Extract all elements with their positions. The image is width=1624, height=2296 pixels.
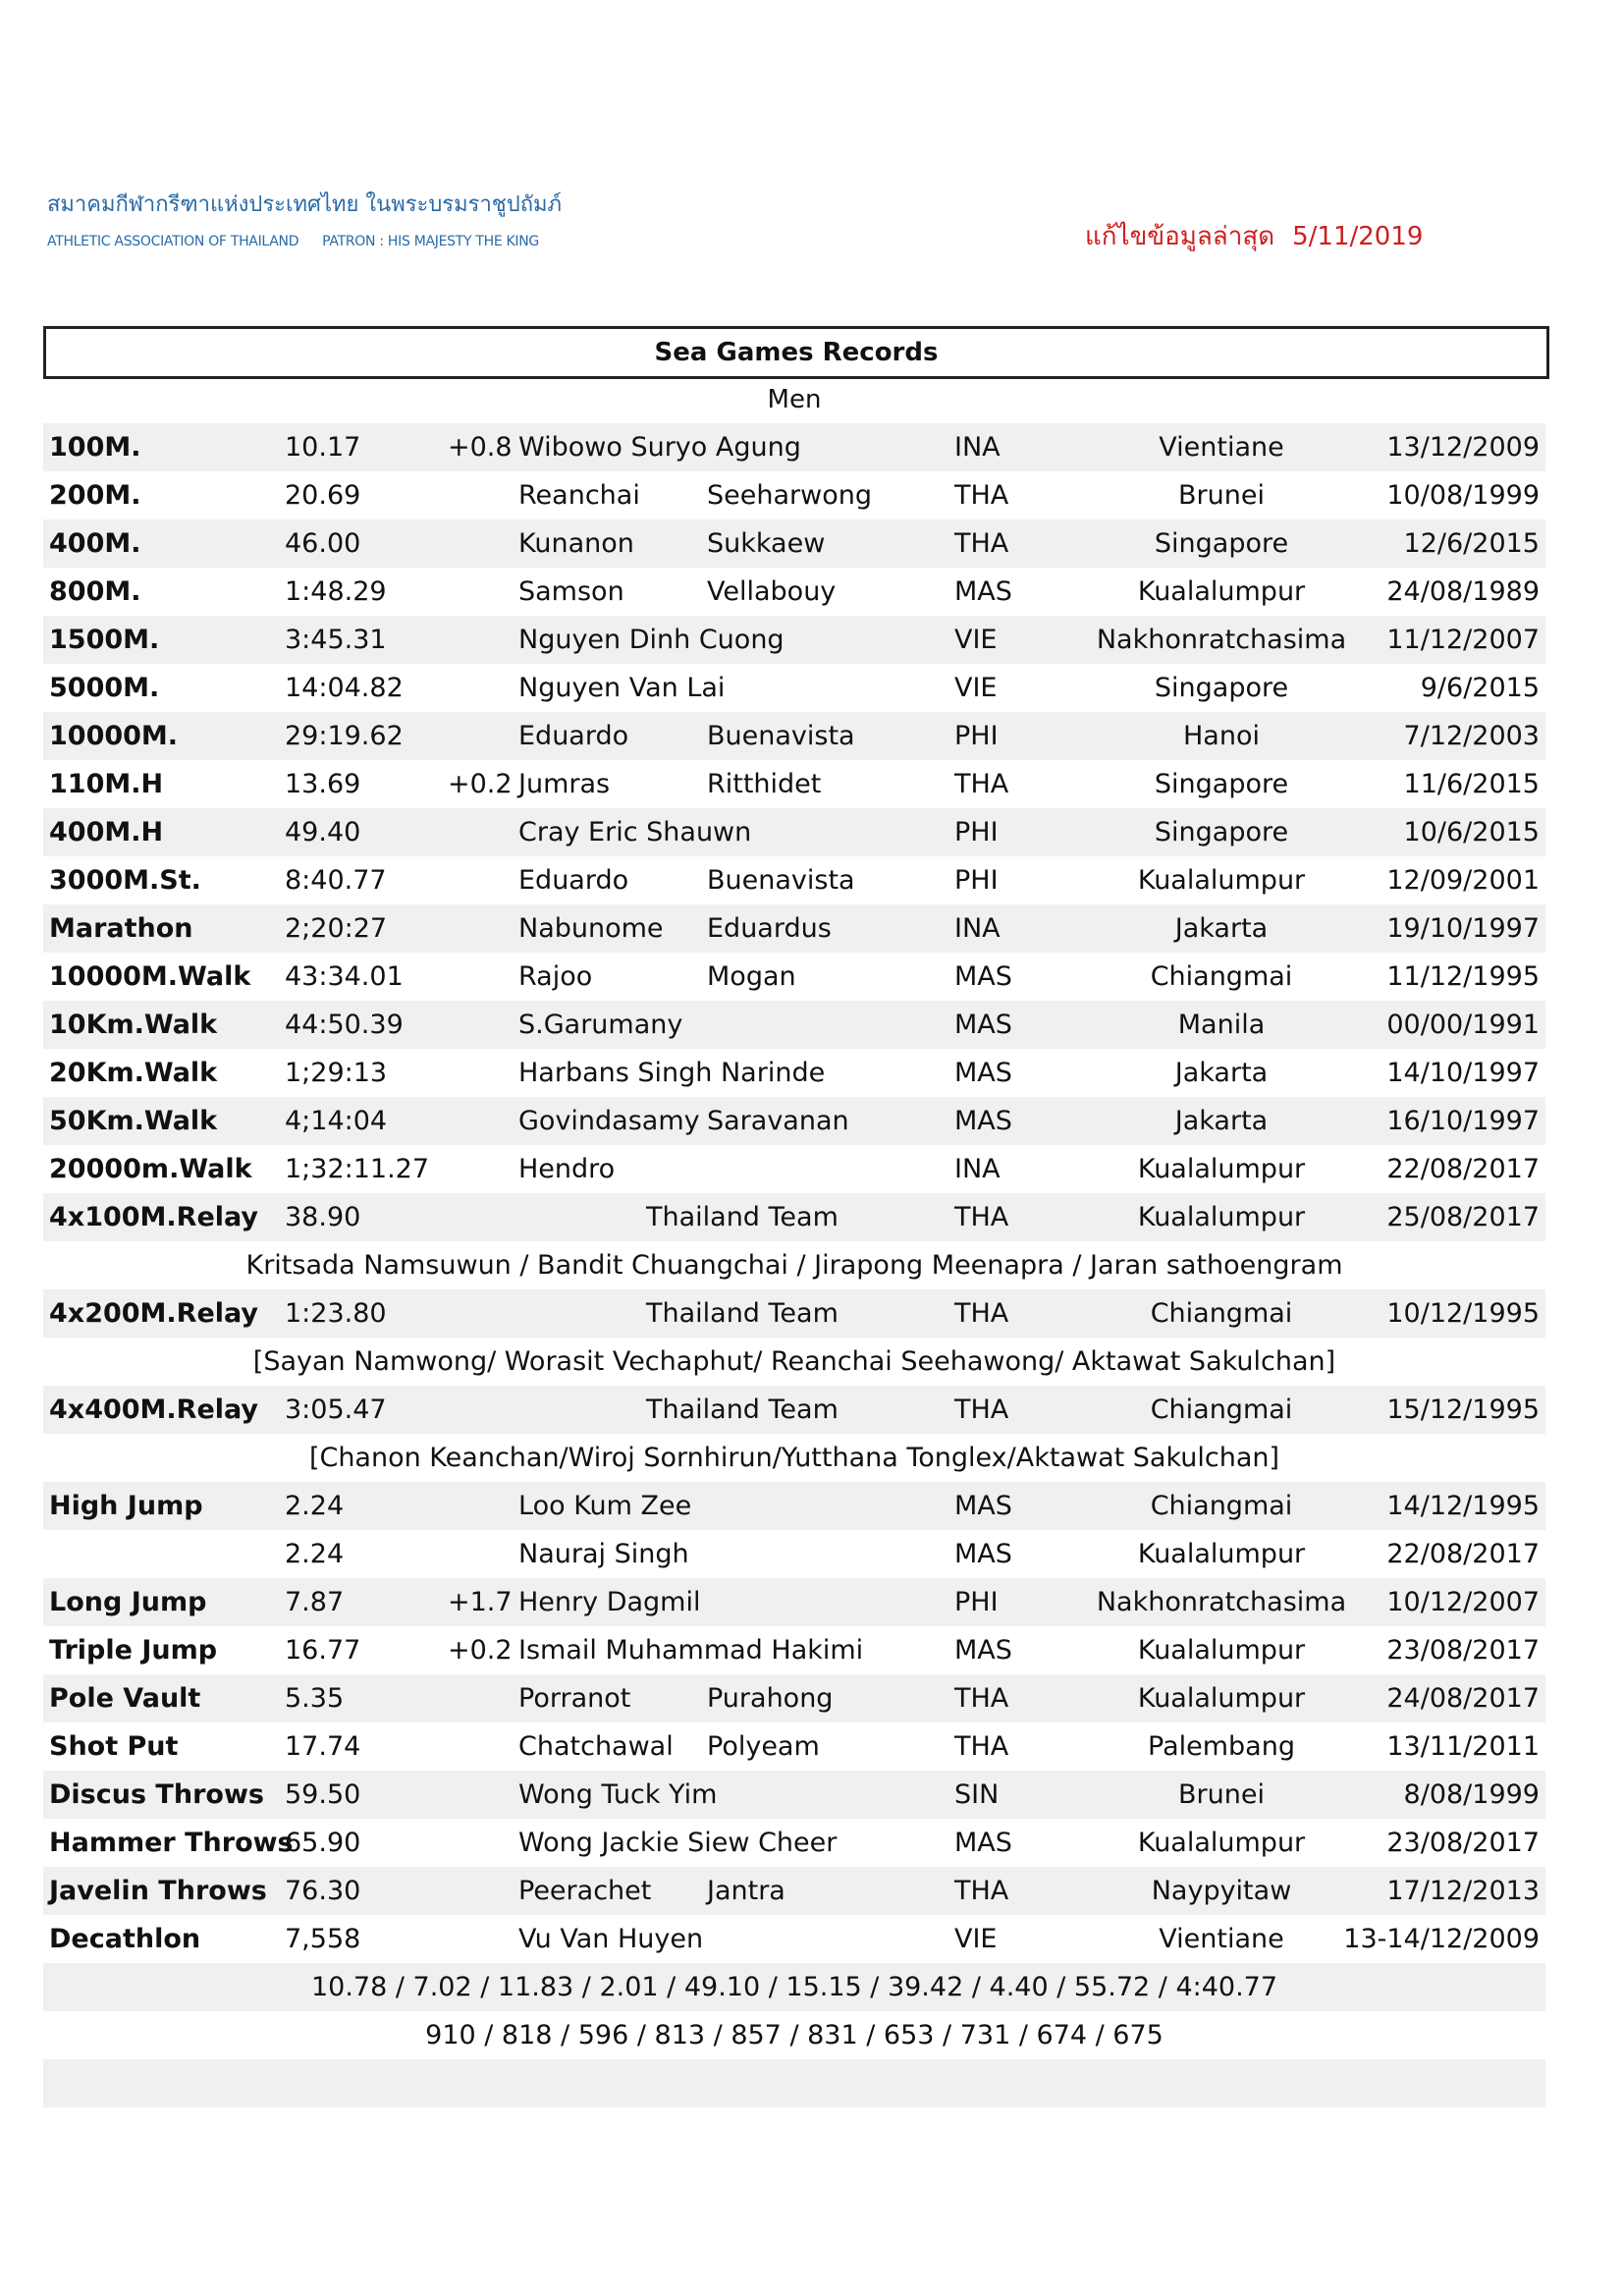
event-name: Long Jump <box>49 1587 207 1617</box>
venue: Nakhonratchasima <box>1096 1587 1347 1617</box>
athlete-last-name: Sukkaew <box>707 528 826 559</box>
record-date: 11/12/1995 <box>1386 961 1540 992</box>
result-value: 7,558 <box>285 1924 361 1954</box>
athlete-first-name: Wong Tuck Yim <box>518 1779 718 1810</box>
nationality: MAS <box>954 576 1012 607</box>
venue: Kualalumpur <box>1137 1202 1306 1232</box>
athlete-first-name: Loo Kum Zee <box>518 1491 692 1521</box>
record-date: 19/10/1997 <box>1386 913 1540 944</box>
table-row <box>43 1626 1545 1674</box>
event-name: 20000m.Walk <box>49 1154 252 1184</box>
result-value: 16.77 <box>285 1635 361 1666</box>
result-value: 2.24 <box>285 1539 345 1569</box>
athlete-last-name: Jantra <box>707 1876 785 1906</box>
athlete-first-name: S.Garumany <box>518 1010 683 1040</box>
nationality: VIE <box>954 1924 998 1954</box>
detail-text: [Chanon Keanchan/Wiroj Sornhirun/Yutthana Tonglex/Aktawat Sakulchan] <box>308 1443 1280 1473</box>
event-name: High Jump <box>49 1491 203 1521</box>
result-value: 7.87 <box>285 1587 345 1617</box>
table-row <box>43 1482 1545 1530</box>
record-date: 23/08/2017 <box>1386 1635 1540 1666</box>
table-row <box>43 1915 1545 1963</box>
result-value: 2;20:27 <box>285 913 388 944</box>
result-value: 38.90 <box>285 1202 361 1232</box>
table-row <box>43 519 1545 568</box>
record-date: 17/12/2013 <box>1386 1876 1540 1906</box>
table-row <box>43 1674 1545 1722</box>
result-value: 49.40 <box>285 817 361 847</box>
athlete-last-name: Buenavista <box>707 721 855 751</box>
athlete-first-name: Nabunome <box>518 913 664 944</box>
record-date: 7/12/2003 <box>1403 721 1540 751</box>
record-date: 12/6/2015 <box>1403 528 1540 559</box>
table-row <box>43 423 1545 471</box>
table-row <box>43 1193 1545 1241</box>
athlete-first-name: Henry Dagmil <box>518 1587 701 1617</box>
venue: Chiangmai <box>1150 1394 1293 1425</box>
event-name: 20Km.Walk <box>49 1058 218 1088</box>
venue: Jakarta <box>1174 913 1269 944</box>
record-date: 15/12/1995 <box>1386 1394 1540 1425</box>
event-name: 1500M. <box>49 625 160 655</box>
table-row <box>43 1867 1545 1915</box>
nationality: VIE <box>954 625 998 655</box>
table-detail-row <box>43 1963 1545 2011</box>
record-date: 8/08/1999 <box>1403 1779 1540 1810</box>
event-name: 200M. <box>49 480 141 511</box>
table-row <box>43 953 1545 1001</box>
table-row <box>43 1145 1545 1193</box>
record-date: 13/11/2011 <box>1386 1731 1540 1762</box>
nationality: MAS <box>954 1491 1012 1521</box>
athlete-last-name: Eduardus <box>707 913 832 944</box>
venue: Kualalumpur <box>1137 1154 1306 1184</box>
athlete-first-name: Porranot <box>518 1683 631 1714</box>
nationality: MAS <box>954 1828 1012 1858</box>
event-name: 400M. <box>49 528 141 559</box>
result-value: 44:50.39 <box>285 1010 404 1040</box>
record-date: 14/10/1997 <box>1386 1058 1540 1088</box>
athlete-first-name: Jumras <box>518 769 611 799</box>
athlete-first-name: Peerachet <box>518 1876 652 1906</box>
table-detail-row <box>43 1434 1545 1482</box>
venue: Kualalumpur <box>1137 576 1306 607</box>
table-row <box>43 1386 1545 1434</box>
records-table <box>43 423 1545 2107</box>
result-value: 1;32:11.27 <box>285 1154 430 1184</box>
table-row <box>43 808 1545 856</box>
result-value: 5.35 <box>285 1683 345 1714</box>
result-value: 3:05.47 <box>285 1394 387 1425</box>
table-row <box>43 856 1545 904</box>
nationality: PHI <box>954 721 999 751</box>
nationality: VIE <box>954 673 998 703</box>
athlete-last-name: Saravanan <box>707 1106 849 1136</box>
venue: Vientiane <box>1159 432 1284 463</box>
event-name: Marathon <box>49 913 193 944</box>
event-name: Triple Jump <box>49 1635 218 1666</box>
result-value: 2.24 <box>285 1491 345 1521</box>
table-row <box>43 568 1545 616</box>
athlete-last-name: Mogan <box>707 961 796 992</box>
nationality: THA <box>954 1202 1009 1232</box>
athlete-last-name: Seeharwong <box>707 480 872 511</box>
table-row <box>43 1530 1545 1578</box>
table-detail-row <box>43 1241 1545 1289</box>
record-date: 24/08/2017 <box>1386 1683 1540 1714</box>
section-title: Men <box>767 385 822 414</box>
event-name: 800M. <box>49 576 141 607</box>
detail-text: Kritsada Namsuwun / Bandit Chuangchai / Jirapong Meenapra / Jaran sathoengram <box>245 1250 1343 1281</box>
venue: Singapore <box>1154 673 1289 703</box>
nationality: THA <box>954 1731 1009 1762</box>
venue: Singapore <box>1154 528 1289 559</box>
nationality: PHI <box>954 817 999 847</box>
nationality: SIN <box>954 1779 1000 1810</box>
result-value: 8:40.77 <box>285 865 387 896</box>
table-row <box>43 1289 1545 1338</box>
athlete-first-name: Wibowo Suryo Agung <box>518 432 801 463</box>
athlete-last-name: Buenavista <box>707 865 855 896</box>
venue: Hanoi <box>1183 721 1260 751</box>
athlete-first-name: Vu Van Huyen <box>518 1924 704 1954</box>
result-value: 59.50 <box>285 1779 361 1810</box>
table-row <box>43 1578 1545 1626</box>
detail-text: 910 / 818 / 596 / 813 / 857 / 831 / 653 / 731 / 674 / 675 <box>425 2020 1164 2050</box>
result-value: 1:23.80 <box>285 1298 387 1329</box>
venue: Singapore <box>1154 817 1289 847</box>
result-value: 3:45.31 <box>285 625 387 655</box>
event-name: 4x400M.Relay <box>49 1394 259 1425</box>
team-name: Thailand Team <box>646 1202 839 1232</box>
nationality: MAS <box>954 1058 1012 1088</box>
record-date: 10/12/2007 <box>1386 1587 1540 1617</box>
table-detail-row <box>43 2011 1545 2059</box>
table-row <box>43 1771 1545 1819</box>
record-date: 11/12/2007 <box>1386 625 1540 655</box>
athlete-first-name: Eduardo <box>518 721 629 751</box>
nationality: INA <box>954 1154 1001 1184</box>
venue: Jakarta <box>1174 1058 1269 1088</box>
team-name: Thailand Team <box>646 1298 839 1329</box>
nationality: PHI <box>954 865 999 896</box>
patron-text: PATRON : HIS MAJESTY THE KING <box>322 234 539 249</box>
event-name: 10000M.Walk <box>49 961 251 992</box>
record-date: 11/6/2015 <box>1403 769 1540 799</box>
result-value: 14:04.82 <box>285 673 404 703</box>
result-value: 13.69 <box>285 769 361 799</box>
venue: Kualalumpur <box>1137 865 1306 896</box>
athlete-first-name: Cray Eric Shauwn <box>518 817 752 847</box>
event-name: 5000M. <box>49 673 160 703</box>
record-date: 24/08/1989 <box>1386 576 1540 607</box>
wind-value: +0.2 <box>448 1635 513 1666</box>
event-name: 100M. <box>49 432 141 463</box>
event-name: 4x200M.Relay <box>49 1298 259 1329</box>
result-value: 1;29:13 <box>285 1058 388 1088</box>
record-date: 00/00/1991 <box>1386 1010 1540 1040</box>
result-value: 4;14:04 <box>285 1106 388 1136</box>
nationality: MAS <box>954 1106 1012 1136</box>
association-name-thai: สมาคมกีฬากรีฑาแห่งประเทศไทย ในพระบรมราชูปถัมภ์ <box>47 192 563 217</box>
athlete-first-name: Samson <box>518 576 624 607</box>
nationality: INA <box>954 432 1001 463</box>
athlete-first-name: Reanchai <box>518 480 640 511</box>
event-name: Shot Put <box>49 1731 179 1762</box>
event-name: 10Km.Walk <box>49 1010 218 1040</box>
result-value: 10.17 <box>285 432 361 463</box>
result-value: 20.69 <box>285 480 361 511</box>
result-value: 65.90 <box>285 1828 361 1858</box>
athlete-last-name: Polyeam <box>707 1731 820 1762</box>
record-date: 22/08/2017 <box>1386 1539 1540 1569</box>
record-date: 12/09/2001 <box>1386 865 1540 896</box>
nationality: MAS <box>954 961 1012 992</box>
table-row <box>43 1001 1545 1049</box>
association-name-en-text: ATHLETIC ASSOCIATION OF THAILAND <box>47 234 299 249</box>
nationality: THA <box>954 1683 1009 1714</box>
table-title: Sea Games Records <box>43 326 1549 379</box>
venue: Naypyitaw <box>1151 1876 1292 1906</box>
table-row <box>43 664 1545 712</box>
record-date: 10/08/1999 <box>1386 480 1540 511</box>
nationality: THA <box>954 528 1009 559</box>
record-date: 16/10/1997 <box>1386 1106 1540 1136</box>
event-name: Decathlon <box>49 1924 201 1954</box>
athlete-first-name: Nguyen Van Lai <box>518 673 726 703</box>
athlete-first-name: Kunanon <box>518 528 634 559</box>
event-name: 10000M. <box>49 721 179 751</box>
nationality: THA <box>954 769 1009 799</box>
event-name: 110M.H <box>49 769 164 799</box>
athlete-first-name: Chatchawal <box>518 1731 674 1762</box>
athlete-first-name: Govindasamy <box>518 1106 700 1136</box>
venue: Vientiane <box>1159 1924 1284 1954</box>
association-name-english <box>47 234 539 249</box>
athlete-first-name: Nguyen Dinh Cuong <box>518 625 785 655</box>
wind-value: +1.7 <box>448 1587 513 1617</box>
venue: Nakhonratchasima <box>1096 625 1347 655</box>
table-row <box>43 712 1545 760</box>
event-name: Discus Throws <box>49 1779 264 1810</box>
nationality: MAS <box>954 1635 1012 1666</box>
venue: Chiangmai <box>1150 961 1293 992</box>
record-date: 13/12/2009 <box>1386 432 1540 463</box>
nationality: THA <box>954 1298 1009 1329</box>
athlete-first-name: Harbans Singh Narinde <box>518 1058 826 1088</box>
table-row <box>43 616 1545 664</box>
venue: Brunei <box>1178 480 1265 511</box>
record-date: 22/08/2017 <box>1386 1154 1540 1184</box>
athlete-last-name: Ritthidet <box>707 769 822 799</box>
team-name: Thailand Team <box>646 1394 839 1425</box>
nationality: MAS <box>954 1539 1012 1569</box>
record-date: 13-14/12/2009 <box>1343 1924 1540 1954</box>
venue: Kualalumpur <box>1137 1635 1306 1666</box>
venue: Chiangmai <box>1150 1491 1293 1521</box>
table-row <box>43 1049 1545 1097</box>
athlete-first-name: Wong Jackie Siew Cheer <box>518 1828 838 1858</box>
result-value: 1:48.29 <box>285 576 387 607</box>
event-name: 4x100M.Relay <box>49 1202 259 1232</box>
nationality: THA <box>954 480 1009 511</box>
result-value: 43:34.01 <box>285 961 404 992</box>
last-updated-label: แก้ไขข้อมูลล่าสุด <box>1085 222 1275 251</box>
result-value: 46.00 <box>285 528 361 559</box>
venue: Singapore <box>1154 769 1289 799</box>
venue: Kualalumpur <box>1137 1539 1306 1569</box>
athlete-last-name: Vellabouy <box>707 576 837 607</box>
venue: Brunei <box>1178 1779 1265 1810</box>
detail-text: [Sayan Namwong/ Worasit Vechaphut/ Reanchai Seehawong/ Aktawat Sakulchan] <box>252 1346 1336 1377</box>
table-row <box>43 1819 1545 1867</box>
record-date: 9/6/2015 <box>1420 673 1540 703</box>
record-date: 14/12/1995 <box>1386 1491 1540 1521</box>
venue: Manila <box>1177 1010 1266 1040</box>
nationality: THA <box>954 1876 1009 1906</box>
athlete-last-name: Purahong <box>707 1683 834 1714</box>
nationality: THA <box>954 1394 1009 1425</box>
nationality: INA <box>954 913 1001 944</box>
wind-value: +0.2 <box>448 769 513 799</box>
event-name: Javelin Throws <box>49 1876 267 1906</box>
table-detail-row <box>43 1338 1545 1386</box>
event-name: 3000M.St. <box>49 865 201 896</box>
nationality: PHI <box>954 1587 999 1617</box>
table-detail-row <box>43 2059 1545 2107</box>
venue: Palembang <box>1148 1731 1295 1762</box>
record-date: 25/08/2017 <box>1386 1202 1540 1232</box>
athlete-first-name: Nauraj Singh <box>518 1539 689 1569</box>
record-date: 23/08/2017 <box>1386 1828 1540 1858</box>
wind-value: +0.8 <box>448 432 513 463</box>
last-updated <box>1085 216 1423 256</box>
table-row <box>43 471 1545 519</box>
last-updated-date: 5/11/2019 <box>1292 222 1424 251</box>
table-row <box>43 1097 1545 1145</box>
athlete-first-name: Hendro <box>518 1154 616 1184</box>
event-name: Hammer Throws <box>49 1828 294 1858</box>
athlete-first-name: Rajoo <box>518 961 593 992</box>
athlete-first-name: Ismail Muhammad Hakimi <box>518 1635 864 1666</box>
venue: Kualalumpur <box>1137 1828 1306 1858</box>
result-value: 17.74 <box>285 1731 361 1762</box>
table-row <box>43 760 1545 808</box>
event-name: Pole Vault <box>49 1683 201 1714</box>
event-name: 50Km.Walk <box>49 1106 218 1136</box>
table-row <box>43 1722 1545 1771</box>
athlete-first-name: Eduardo <box>518 865 629 896</box>
record-date: 10/12/1995 <box>1386 1298 1540 1329</box>
venue: Kualalumpur <box>1137 1683 1306 1714</box>
venue: Chiangmai <box>1150 1298 1293 1329</box>
result-value: 76.30 <box>285 1876 361 1906</box>
event-name: 400M.H <box>49 817 164 847</box>
result-value: 29:19.62 <box>285 721 404 751</box>
venue: Jakarta <box>1174 1106 1269 1136</box>
detail-text: 10.78 / 7.02 / 11.83 / 2.01 / 49.10 / 15.15 / 39.42 / 4.40 / 55.72 / 4:40.77 <box>310 1972 1278 2002</box>
nationality: MAS <box>954 1010 1012 1040</box>
record-date: 10/6/2015 <box>1403 817 1540 847</box>
table-row <box>43 904 1545 953</box>
